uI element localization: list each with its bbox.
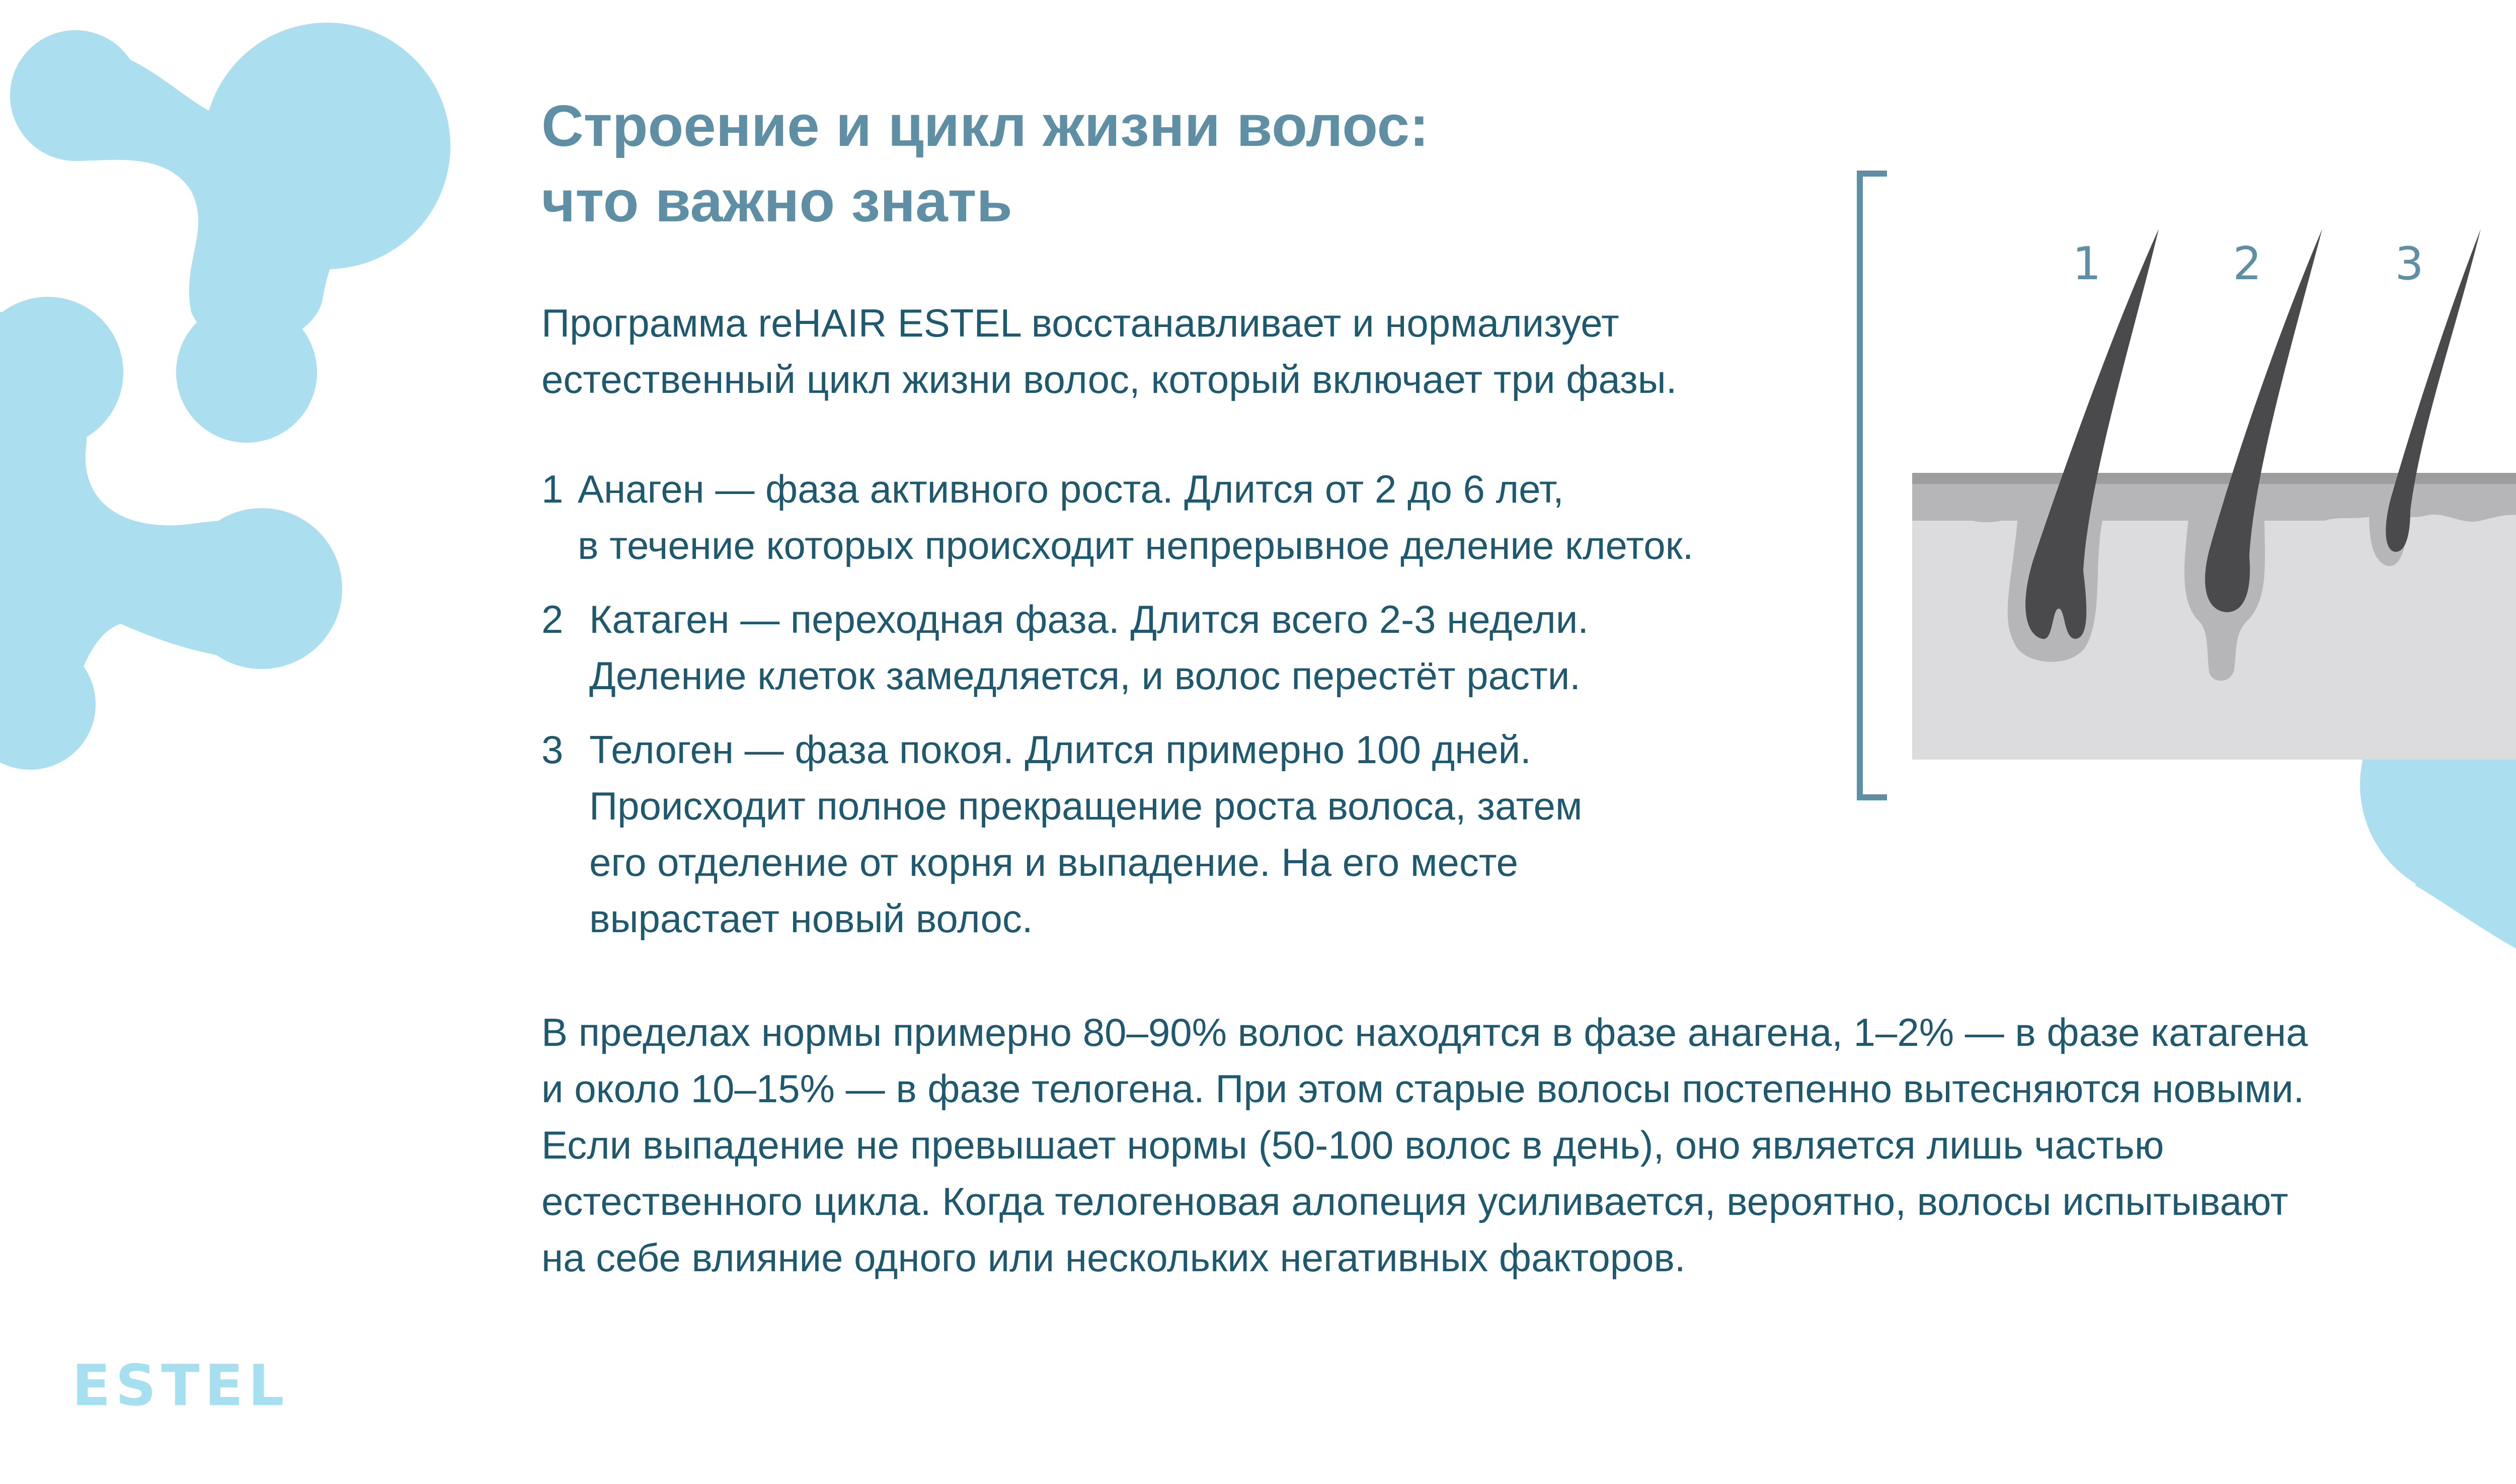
phase-line: Деление клеток замедляется, и волос перестёт расти.	[589, 653, 1581, 698]
page-title-line-2: что важно знать	[541, 169, 1012, 234]
skin-surface	[1912, 473, 2516, 484]
hair-label-1: 1	[2072, 237, 2101, 290]
summary-line: Если выпадение не превышает нормы (50-100 волос в день), оно является лишь частью	[541, 1123, 2164, 1167]
phase-line: его отделение от корня и выпадение. На его месте	[589, 840, 1519, 884]
phase-number: 2	[541, 597, 564, 641]
left-bracket	[1860, 174, 1887, 797]
phase-line: Катаген — переходная фаза. Длится всего 2-3 недели.	[589, 597, 1589, 641]
summary-paragraph	[541, 1004, 2403, 1286]
phase-line: вырастает новый волос.	[589, 896, 1033, 941]
phase-line: Телоген — фаза покоя. Длится примерно 100 дней.	[589, 727, 1531, 772]
page-title-line-1: Строение и цикл жизни волос:	[541, 93, 1429, 158]
phase-number: 1	[541, 467, 564, 511]
summary-line: на себе влияние одного или нескольких негативных факторов.	[541, 1235, 1686, 1280]
phase-line: в течение которых происходит непрерывное деление клеток.	[578, 523, 1694, 567]
estel-logo: ESTEL	[72, 1353, 289, 1419]
phase-item-catagen	[541, 591, 1830, 704]
intro-paragraph	[541, 295, 1850, 407]
phase-item-anagen	[541, 461, 1830, 573]
phase-number: 3	[541, 727, 564, 772]
intro-line: Программа reHAIR ESTEL восстанавливает и нормализует	[541, 301, 1619, 345]
hair-label-2: 2	[2233, 237, 2262, 290]
phase-line: Происходит полное прекращение роста волоса, затем	[589, 784, 1583, 828]
decorative-molecule-left	[0, 0, 503, 830]
page-title	[541, 88, 1850, 239]
intro-line: естественный цикл жизни волос, который включает три фазы.	[541, 357, 1677, 401]
phase-list	[541, 461, 1830, 964]
hair-cycle-illustration	[1852, 169, 2516, 802]
phase-item-telogen	[541, 721, 1830, 947]
summary-line: естественного цикла. Когда телогеновая алопеция усиливается, вероятно, волосы испытывают	[541, 1179, 2289, 1223]
summary-line: В пределах нормы примерно 80–90% волос находятся в фазе анагена, 1–2% — в фазе катагена	[541, 1010, 2308, 1054]
hair-label-3: 3	[2395, 237, 2424, 290]
phase-line: Анаген — фаза активного роста. Длится от 2 до 6 лет,	[578, 467, 1564, 511]
summary-line: и около 10–15% — в фазе телогена. При этом старые волосы постепенно вытесняются новыми.	[541, 1066, 2305, 1111]
